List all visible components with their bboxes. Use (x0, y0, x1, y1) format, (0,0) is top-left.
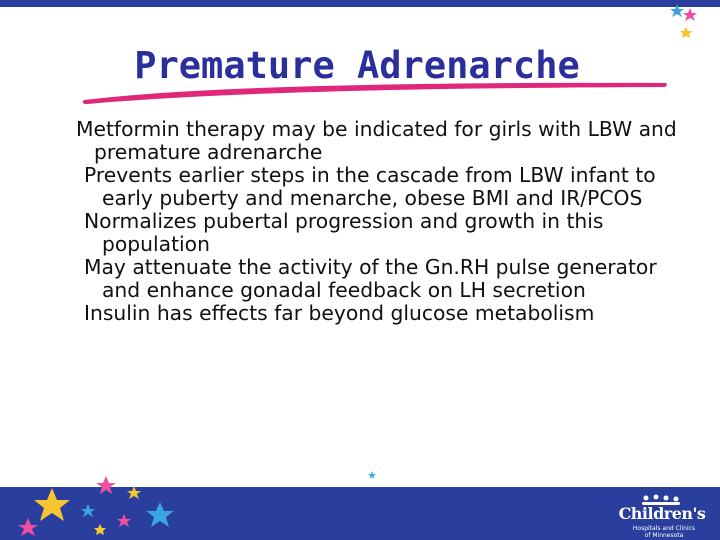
star-icon (117, 514, 131, 527)
star-icon (34, 488, 70, 521)
title-underline-swoosh (82, 80, 668, 106)
bullet-item: Prevents earlier steps in the cascade from LBW infant to early puberty and menarche, obese BMI and IR/PCOS (84, 163, 656, 210)
childrens-logo (612, 492, 712, 538)
star-icon (18, 518, 38, 536)
star-icon (96, 476, 116, 494)
top-banner-bar (0, 0, 720, 7)
small-star-icon (368, 471, 376, 479)
star-icon (94, 524, 106, 535)
bullet-item: Normalizes pubertal progression and growth in this population (84, 209, 604, 256)
star-icon (670, 4, 684, 17)
intro-text: Metformin therapy may be indicated for girls with LBW and premature adrenarche (76, 117, 677, 164)
star-icon (680, 27, 692, 38)
star-icon (146, 502, 174, 527)
logo-subtitle-line: Hospitals and Clinics (632, 525, 696, 532)
slide-title: Premature Adrenarche (134, 44, 580, 87)
slide-body (76, 117, 694, 325)
top-star-decoration (660, 2, 720, 44)
logo-subtitle (622, 525, 706, 539)
star-icon (127, 486, 141, 499)
bullet-item: May attenuate the activity of the Gn.RH pulse generator and enhance gonadal feedback on LH secretion (84, 255, 657, 302)
logo-subtitle-line: of Minnesota (644, 532, 684, 539)
star-icon (81, 504, 95, 517)
bullet-item: Insulin has effects far beyond glucose metabolism (84, 301, 595, 325)
logo-name: Children's (618, 504, 706, 523)
bottom-star-decoration (0, 470, 200, 540)
star-icon (683, 8, 697, 21)
